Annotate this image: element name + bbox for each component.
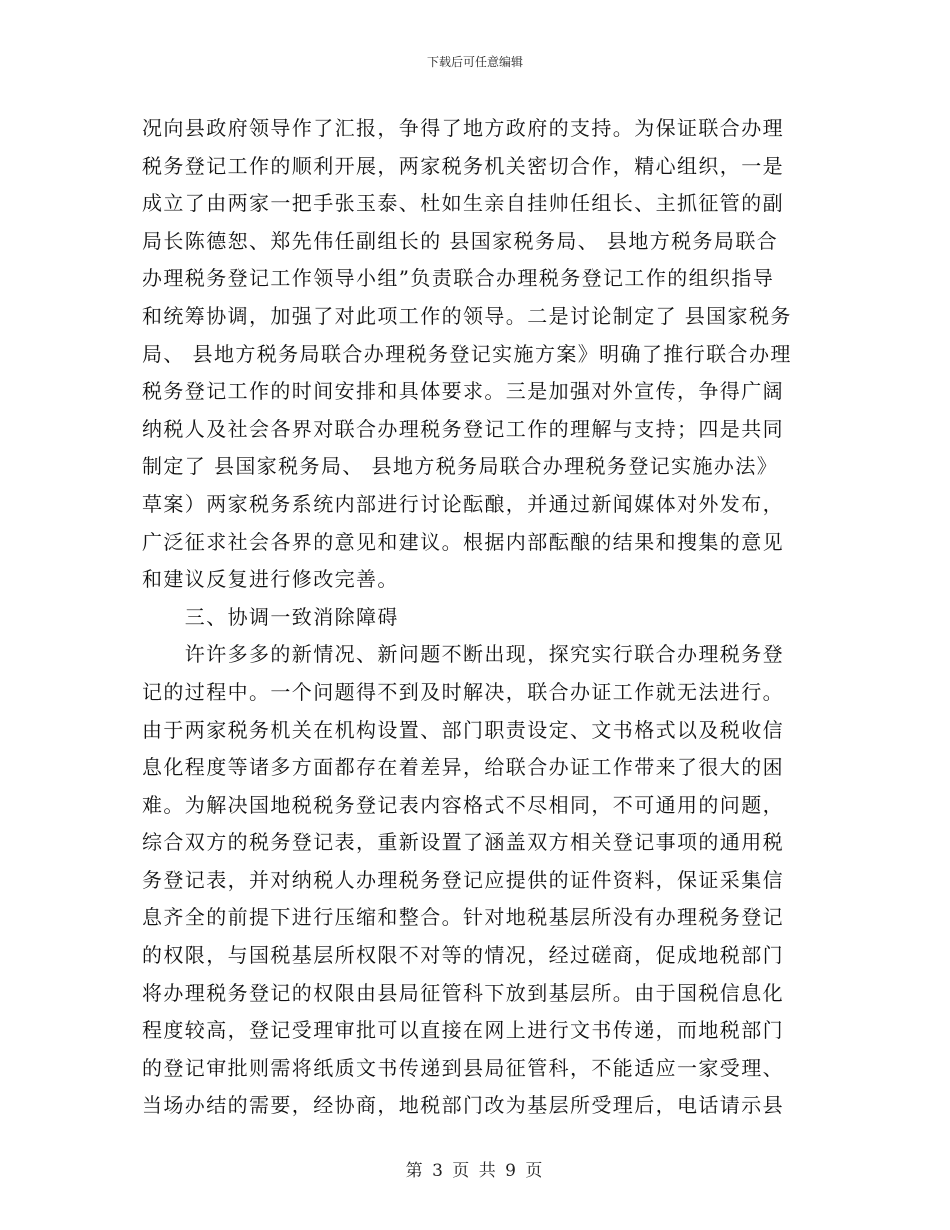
text-line: 的登记审批则需将纸质文书传递到县局征管科，不能适应一家受理、: [142, 1055, 784, 1080]
text-line: 局、 县地方税务局联合办理税务登记实施方案》明确了推行联合办理: [142, 341, 792, 366]
text-line: 局长陈德恕、郑先伟任副组长的 县国家税务局、 县地方税务局联合: [142, 228, 779, 253]
text-line: 务登记表，并对纳税人办理税务登记应提供的证件资料，保证采集信: [142, 867, 784, 892]
section-heading: 三、协调一致消除障碍: [142, 604, 399, 629]
text-line: 和统筹协调，加强了对此项工作的领导。二是讨论制定了 县国家税务: [142, 303, 792, 328]
text-line: 许许多多的新情况、新问题不断出现，探究实行联合办理税务登: [142, 642, 784, 667]
text-line: 和建议反复进行修改完善。: [142, 567, 399, 592]
text-line: 记的过程中。一个问题得不到及时解决，联合办证工作就无法进行。: [142, 679, 784, 704]
text-line: 将办理税务登记的权限由县局征管科下放到基层所。由于国税信息化: [142, 980, 784, 1005]
text-line: 税务登记工作的顺利开展，两家税务机关密切合作，精心组织，一是: [142, 153, 784, 178]
page-footer: 第 3 页 共 9 页: [405, 1161, 545, 1181]
document-body: [142, 110, 808, 1125]
text-line: 的权限，与国税基层所权限不对等的情况，经过磋商，促成地税部门: [142, 943, 784, 968]
text-line: 成立了由两家一把手张玉泰、杜如生亲自挂帅任组长、主抓征管的副: [142, 191, 784, 216]
text-line: 息化程度等诸多方面都存在着差异，给联合办证工作带来了很大的困: [142, 755, 784, 780]
text-line: 息齐全的前提下进行压缩和整合。针对地税基层所没有办理税务登记: [142, 905, 784, 930]
text-line: 难。为解决国地税税务登记表内容格式不尽相同，不可通用的问题，: [142, 792, 784, 817]
text-line: 税务登记工作的时间安排和具体要求。三是加强对外宣传，争得广阔: [142, 379, 784, 404]
text-line: 纳税人及社会各界对联合办理税务登记工作的理解与支持；四是共同: [142, 416, 784, 441]
text-line: 制定了 县国家税务局、 县地方税务局联合办理税务登记实施办法》: [142, 454, 779, 479]
text-line: 当场办结的需要，经协商，地税部门改为基层所受理后，电话请示县: [142, 1093, 784, 1118]
text-line: 况向县政府领导作了汇报，争得了地方政府的支持。为保证联合办理: [142, 116, 784, 140]
text-line: 综合双方的税务登记表，重新设置了涵盖双方相关登记事项的通用税: [142, 830, 784, 855]
text-line: 程度较高，登记受理审批可以直接在网上进行文书传递，而地税部门: [142, 1018, 784, 1043]
text-line: 草案）两家税务系统内部进行讨论酝酿，并通过新闻媒体对外发布，: [142, 491, 784, 516]
page-header: 下载后可任意编辑: [426, 55, 523, 69]
text-line: 广泛征求社会各界的意见和建议。根据内部酝酿的结果和搜集的意见: [142, 529, 784, 554]
text-line: 由于两家税务机关在机构设置、部门职责设定、文书格式以及税收信: [142, 717, 784, 742]
text-line: 办理税务登记工作领导小组”负责联合办理税务登记工作的组织指导: [142, 266, 775, 291]
